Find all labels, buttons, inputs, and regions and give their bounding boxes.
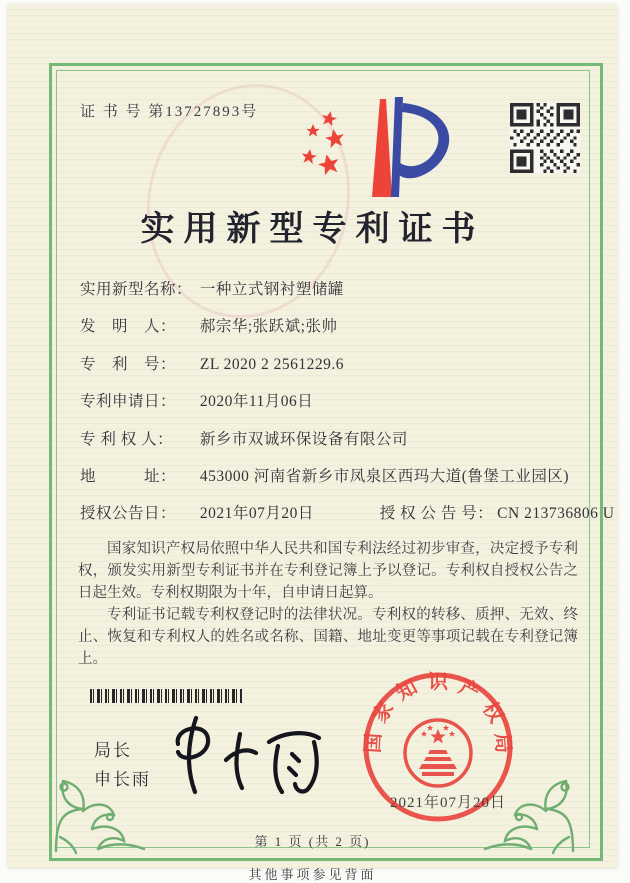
field-value: 453000 河南省新乡市凤泉区西玛大道(鲁堡工业园区) <box>199 467 570 485</box>
field-value: 一种立式钢衬塑储罐 <box>199 281 344 298</box>
field-row-address <box>80 464 580 501</box>
legal-paragraph-2: 专利证书记载专利权登记时的法律状况。专利权的转移、质押、无效、终止、恢复和专利权人的姓名或名称、国籍、地址变更等事项记载在专利登记簿上。 <box>78 607 578 667</box>
field-row-inventor <box>80 314 580 351</box>
legal-paragraph-1: 国家知识产权局依照中华人民共和国专利法经过初步审查，决定授予专利权，颁发实用新型专利证书并在专利登记簿上予以登记。专利权自授权公告之日起生效。专利权期限为十年，自申请日起算。 <box>78 541 578 601</box>
logo-blue-bowl <box>399 103 449 178</box>
field-value: 新乡市双诚环保设备有限公司 <box>199 430 408 448</box>
director-signature <box>166 702 341 804</box>
field-row-patentee <box>80 427 580 464</box>
field-row-filing-date <box>80 389 580 426</box>
corner-flourish-right <box>483 769 579 855</box>
field-label: 专 利 权 人： <box>80 430 174 448</box>
field-value: 2020年11月06日 <box>199 393 314 411</box>
field-label: 发 明 人： <box>80 318 177 336</box>
director-title: 局长 <box>94 741 132 760</box>
page-indicator: 第 1 页 (共 2 页) <box>254 834 371 849</box>
barcode <box>90 689 242 703</box>
corner-flourish-left <box>50 769 146 855</box>
field-value: 2021年07月20日 <box>199 505 314 523</box>
logo-blue-p <box>391 97 403 197</box>
field-label: 专 利 号： <box>80 355 177 373</box>
legal-text <box>78 538 578 670</box>
field-label: 专利申请日： <box>80 393 177 411</box>
certificate-title: 实用新型专利证书 <box>140 211 485 248</box>
field-value: 郝宗华;张跃斌;张帅 <box>199 318 338 336</box>
field-label: 实用新型名称： <box>80 281 193 298</box>
field-row-grant <box>80 501 615 538</box>
field-value: CN 213736806 U <box>497 505 615 523</box>
certificate-paper <box>8 5 617 882</box>
field-value: ZL 2020 2 2561229.6 <box>199 355 344 373</box>
field-row-patent-no <box>80 352 580 389</box>
certificate-number: 证 书 号 第13727893号 <box>80 104 259 120</box>
field-row-name <box>80 277 580 314</box>
logo-red-spike <box>372 99 392 197</box>
qr-code <box>510 103 580 173</box>
seal-date: 2021年07月20日 <box>390 795 507 811</box>
field-label: 地 址： <box>80 467 177 485</box>
director-name: 申长雨 <box>94 770 151 789</box>
field-label: 授权公告日： <box>80 505 177 523</box>
svg-text:国家知识产权局 <box>361 671 515 754</box>
seal-text: 国家知识产权局 <box>362 671 514 754</box>
fields-block <box>80 277 615 539</box>
national-emblem <box>405 720 471 786</box>
field-label: 授 权 公 告 号： <box>379 505 494 523</box>
cnipa-logo-icon <box>291 95 463 203</box>
back-note: 其他事项参见背面 <box>248 867 377 882</box>
